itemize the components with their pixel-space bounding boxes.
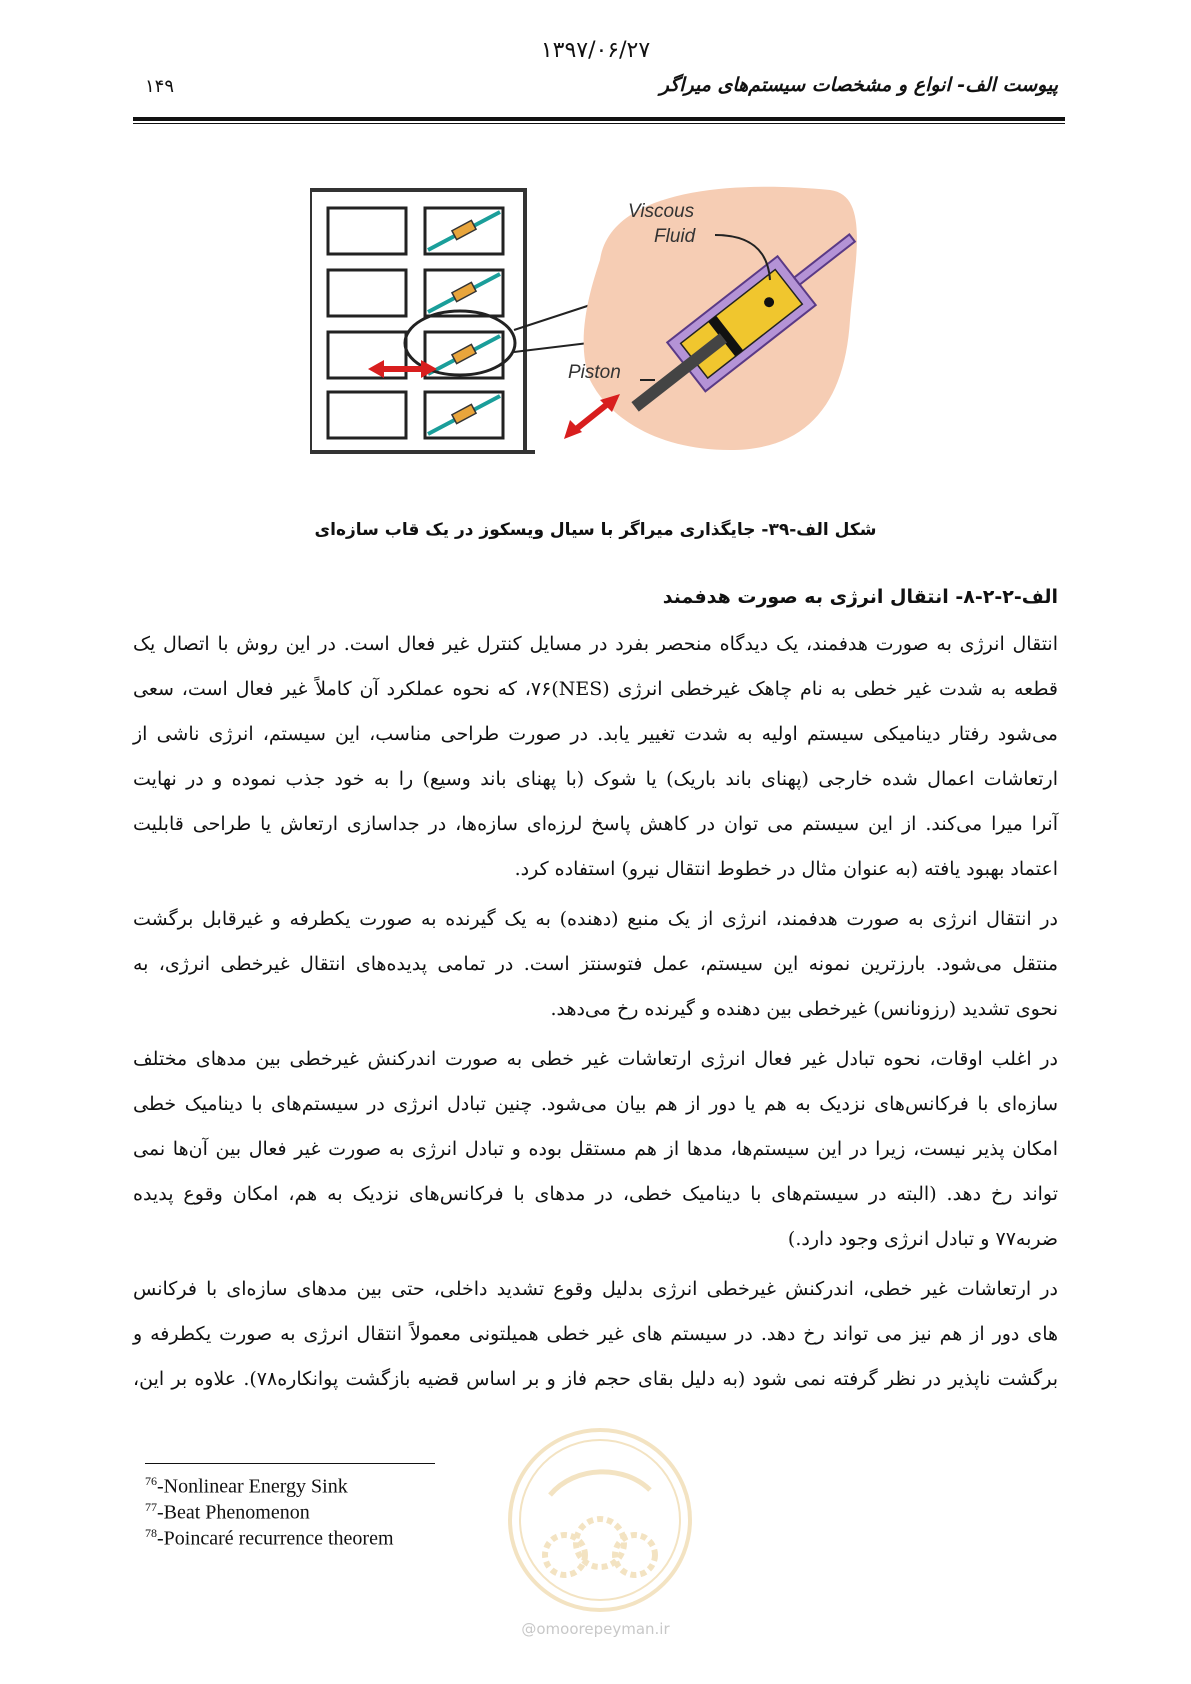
- footnote-rule: [145, 1463, 435, 1464]
- body-line: تواند رخ دهد. (البته در سیستم‌های با دینامیک خطی، در مدهای با فرکانس‌های نزدیک به هم، امکان وقوع پدیده: [133, 1183, 1058, 1205]
- body-line: می‌شود رفتار دینامیکی سیستم اولیه به شدت تغییر یابد. در صورت طراحی مناسب، این سیستم، انرژی ناشی از: [133, 723, 1058, 745]
- damper-figure: [310, 180, 920, 490]
- watermark-site: @omoorepeyman.ir: [521, 1620, 670, 1638]
- body-line: منتقل می‌شود. بارزترین نمونه این سیستم، عمل فتوسنتز است. در تمامی پدیده‌های انتقال غیرخطی انرژی، به: [133, 953, 1058, 975]
- body-line: آنرا میرا می‌کند. از این سیستم می توان در کاهش پاسخ لرزه‌ای سازه‌ها، در جداسازی ارتعاش یا طراحی قابلیت: [133, 813, 1058, 835]
- body-line: در انتقال انرژی به صورت هدفمند، انرژی از یک منبع (دهنده) به یک گیرنده به صورت یکطرفه و غیرقابل برگشت: [133, 908, 1058, 930]
- body-line: سازه‌ای با فرکانس‌های نزدیک به هم یا دور از هم بیان می‌شود. چنین تبادل انرژی در سیستم‌های با دینامیک خطی: [133, 1093, 1058, 1115]
- figure-caption: شکل الف-۳۹- جایگذاری میراگر با سیال ویسکوز در یک قاب سازه‌ای: [314, 520, 877, 540]
- footnote-78: $^{78}$-Poincaré recurrence theorem: [145, 1526, 394, 1550]
- label-piston: Piston: [568, 362, 621, 383]
- footnote-76: $^{76}$-Nonlinear Energy Sink: [145, 1474, 348, 1498]
- label-viscous: Viscous: [628, 201, 695, 222]
- building-frame: [310, 190, 535, 452]
- footnote-77: $^{77}$-Beat Phenomenon: [145, 1500, 310, 1524]
- body-line: نحوی تشدید (رزونانس) غیرخطی بین دهنده و گیرنده رخ می‌دهد.: [550, 998, 1058, 1020]
- damper-motion-arrow: [564, 394, 620, 439]
- header-rule: [133, 117, 1065, 124]
- body-line: های دور از هم نیز می تواند رخ دهد. در سیستم های غیر خطی همیلتونی معمولاً انتقال انرژی به صورت یکطرفه و: [133, 1323, 1058, 1345]
- body-line: ضربه۷۷ و تبادل انرژی وجود دارد.): [787, 1228, 1058, 1250]
- body-line: اعتماد بهبود یافته (به عنوان مثال در خطوط انتقال نیرو) استفاده کرد.: [514, 858, 1058, 880]
- body-line: ارتعاشات اعمال شده خارجی (پهنای باند باریک) یا شوک (با پهنای باند وسیع) را به خود جذب نموده و در نهایت: [133, 768, 1058, 790]
- label-fluid: Fluid: [654, 226, 696, 247]
- section-heading: الف-۲-۲-۸- انتقال انرژی به صورت هدفمند: [662, 586, 1058, 608]
- body-line: برگشت ناپذیر در نظر گرفته نمی شود (به دلیل بقای حجم فاز و بر اساس قضیه بازگشت پوانکاره۷۸). علاوه بر این،: [133, 1368, 1058, 1390]
- body-line: انتقال انرژی به صورت هدفمند، یک دیدگاه منحصر بفرد در مسایل کنترل غیر فعال است. در این روش با اتصال یک: [133, 633, 1058, 655]
- page-number: ۱۴۹: [145, 76, 175, 97]
- body-line: در ارتعاشات غیر خطی، اندرکنش غیرخطی انرژی بدلیل وقوع تشدید داخلی، حتی بین مدهای سازه‌ای با فرکانس: [133, 1278, 1058, 1300]
- body-line: قطعه به شدت غیر خطی به نام چاهک غیرخطی انرژی (NES)۷۶، که نحوه عملکرد آن کاملاً غیر فعال است، سعی: [133, 678, 1058, 700]
- body-line: در اغلب اوقات، نحوه تبادل غیر فعال انرژی ارتعاشات غیر خطی به صورت اندرکنش غیرخطی بین مدهای مختلف: [133, 1048, 1058, 1070]
- watermark-logo: [505, 1425, 695, 1615]
- body-line: امکان پذیر نیست، زیرا در این سیستم‌ها، مدها از هم مستقل بوده و تبادل انرژی به صورت غیر فعال بین آن‌ها نمی: [133, 1138, 1058, 1160]
- top-date: ۱۳۹۷/۰۶/۲۷: [540, 38, 651, 63]
- running-header: پیوست الف- انواع و مشخصات سیستم‌های میراگر: [659, 74, 1058, 96]
